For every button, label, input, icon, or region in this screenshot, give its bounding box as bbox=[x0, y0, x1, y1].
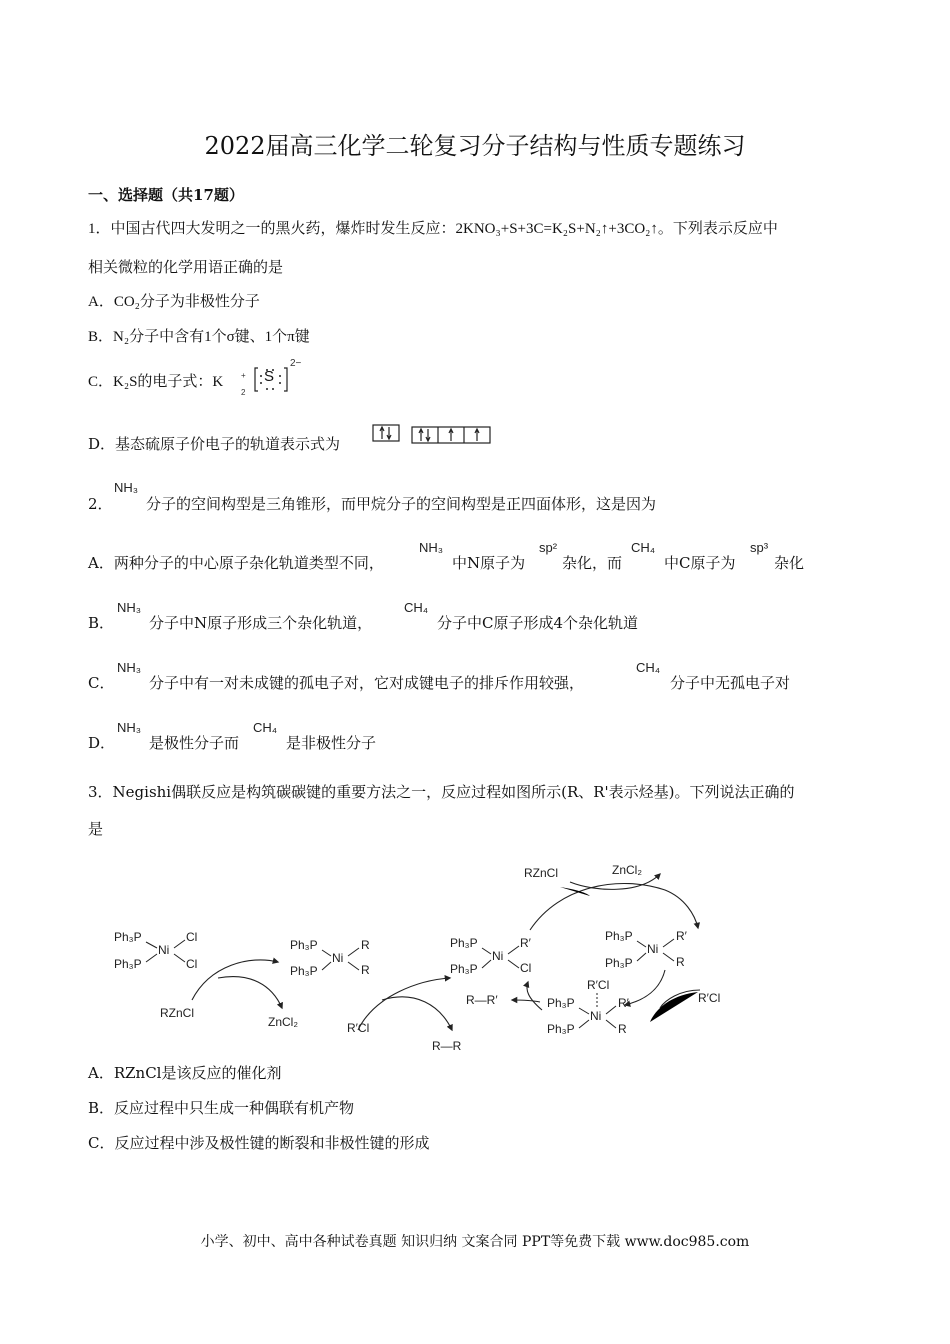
ph3p-label: Ph₃P bbox=[114, 957, 142, 971]
q2-option-c-label: C． bbox=[88, 674, 115, 692]
cl-label: Cl bbox=[186, 930, 198, 944]
q2-b-ch4: CH₄ bbox=[404, 600, 429, 615]
q2-c-ch4: CH₄ bbox=[636, 660, 661, 675]
sulfide-charge: 2− bbox=[290, 358, 302, 369]
r-label: R bbox=[361, 938, 370, 952]
q2-option-c-1: 分子中有一对未成键的孤电子对，它对成键电子的排斥作用较强， bbox=[149, 674, 585, 692]
q2-a-sp2: sp² bbox=[539, 540, 558, 555]
ph3p-label: Ph₃P bbox=[450, 962, 478, 976]
rp-label: R′ bbox=[676, 929, 687, 943]
complex-nirpcl bbox=[450, 936, 532, 976]
q2-stem: 分子的空间构型是三角锥形，而甲烷分子的空间构型是正四面体形，这是因为 bbox=[146, 495, 657, 513]
q2-option-b-label: B． bbox=[88, 614, 115, 632]
q2-number: 2． bbox=[88, 495, 113, 513]
q1-option-c-text: C．K₂S的电子式：K bbox=[88, 374, 224, 390]
q2-option-a-5: 杂化 bbox=[774, 554, 805, 572]
r-label: R bbox=[361, 963, 370, 977]
page-footer: 小学、初中、高中各种试卷真题 知识归纳 文案合同 PPT等免费下载 www.doc985.com bbox=[200, 1234, 750, 1250]
q2-option-d-2: 是非极性分子 bbox=[286, 734, 377, 752]
rpcl-label: R′Cl bbox=[587, 978, 610, 992]
cl-label: Cl bbox=[520, 961, 532, 975]
q2-option-a-2: 中N原子为 bbox=[452, 554, 526, 572]
k-superscript: + bbox=[241, 371, 246, 380]
q2-c-nh3: NH₃ bbox=[117, 660, 142, 675]
q2-d-nh3: NH₃ bbox=[117, 720, 142, 735]
ph3p-label: Ph₃P bbox=[450, 936, 478, 950]
q2-option-a-4: 中C原子为 bbox=[664, 554, 736, 572]
ph3p-label: Ph₃P bbox=[114, 930, 142, 944]
q1-stem-line1: 1．中国古代四大发明之一的黑火药，爆炸时发生反应：2KNO₃+S+3C=K₂S+N₂↑+3CO₂↑。下列表示反应中 bbox=[88, 221, 778, 237]
r-label: R bbox=[676, 955, 685, 969]
ph3p-label: Ph₃P bbox=[605, 956, 633, 970]
ph3p-label: Ph₃P bbox=[547, 996, 575, 1010]
q2-a-sp3: sp³ bbox=[750, 540, 769, 555]
q1-option-a: A．CO₂分子为非极性分子 bbox=[88, 294, 260, 310]
ni-label: Ni bbox=[492, 949, 504, 963]
zncl2-label: ZnCl₂ bbox=[612, 863, 642, 877]
complex-rpcl-adduct bbox=[547, 978, 630, 1036]
sulfur-orbital-diagram bbox=[372, 423, 494, 445]
q2-option-a-3: 杂化，而 bbox=[562, 554, 623, 572]
complex-nirpr bbox=[605, 929, 688, 970]
q2-nh3: NH₃ bbox=[114, 480, 139, 495]
zncl2-label: ZnCl₂ bbox=[268, 1015, 298, 1029]
q2-b-nh3: NH₃ bbox=[117, 600, 142, 615]
rzncl-label: RZnCl bbox=[524, 866, 559, 880]
rp-label: R′ bbox=[520, 936, 531, 950]
section-heading: 一、选择题（共17题） bbox=[88, 186, 244, 204]
q2-option-b-1: 分子中N原子形成三个杂化轨道， bbox=[149, 614, 373, 632]
complex-nir2 bbox=[290, 938, 370, 978]
q3-option-a: A．RZnCl是该反应的催化剂 bbox=[88, 1064, 282, 1082]
q2-option-d-label: D． bbox=[88, 734, 116, 752]
k-subscript: 2 bbox=[241, 388, 246, 397]
cl-label: Cl bbox=[186, 957, 198, 971]
q3-option-c: C．反应过程中涉及极性键的断裂和非极性键的形成 bbox=[88, 1134, 430, 1152]
rpcl-label: R′Cl bbox=[347, 1021, 370, 1035]
rpcl-label: R′Cl bbox=[698, 991, 721, 1005]
q2-a-ch4: CH₄ bbox=[631, 540, 656, 555]
rr-label: R—R bbox=[432, 1039, 462, 1050]
q2-option-d-1: 是极性分子而 bbox=[149, 734, 240, 752]
q3-stem-line2: 是 bbox=[88, 820, 104, 838]
ni-label: Ni bbox=[590, 1009, 602, 1023]
page-title: 2022届高三化学二轮复习分子结构与性质专题练习 bbox=[204, 132, 746, 160]
q1-option-b: B．N₂分子中含有1个σ键、1个π键 bbox=[88, 329, 310, 345]
rrp-label: R—R′ bbox=[466, 993, 498, 1007]
q3-option-b: B．反应过程中只生成一种偶联有机产物 bbox=[88, 1099, 355, 1117]
q2-d-ch4: CH₄ bbox=[253, 720, 278, 735]
ni-label: Ni bbox=[332, 951, 344, 965]
q3-stem-line1: 3．Negishi偶联反应是构筑碳碳键的重要方法之一，反应过程如图所示(R、R'表示烃基)。下列说法正确的 bbox=[88, 783, 795, 801]
rp-label: R′ bbox=[618, 996, 629, 1010]
q2-a-nh3: NH₃ bbox=[419, 540, 444, 555]
sulfur-symbol: S bbox=[264, 368, 275, 385]
rzncl-label: RZnCl bbox=[160, 1006, 195, 1020]
ni-label: Ni bbox=[158, 943, 170, 957]
q2-option-c-2: 分子中无孤电子对 bbox=[670, 674, 791, 692]
q1-stem-line2: 相关微粒的化学用语正确的是 bbox=[88, 258, 284, 276]
complex-nicl2 bbox=[114, 930, 197, 971]
ph3p-label: Ph₃P bbox=[290, 938, 318, 952]
q1-option-c bbox=[88, 372, 223, 392]
ph3p-label: Ph₃P bbox=[290, 964, 318, 978]
q1-option-d: D．基态硫原子价电子的轨道表示式为 bbox=[88, 435, 341, 453]
ph3p-label: Ph₃P bbox=[605, 929, 633, 943]
negishi-catalytic-cycle-scheme bbox=[100, 850, 740, 1050]
q2-option-a-1: A．两种分子的中心原子杂化轨道类型不同， bbox=[88, 554, 384, 572]
ni-label: Ni bbox=[647, 942, 659, 956]
q2-option-b-2: 分子中C原子形成4个杂化轨道 bbox=[437, 614, 639, 632]
r-label: R bbox=[618, 1022, 627, 1036]
ph3p-label: Ph₃P bbox=[547, 1022, 575, 1036]
